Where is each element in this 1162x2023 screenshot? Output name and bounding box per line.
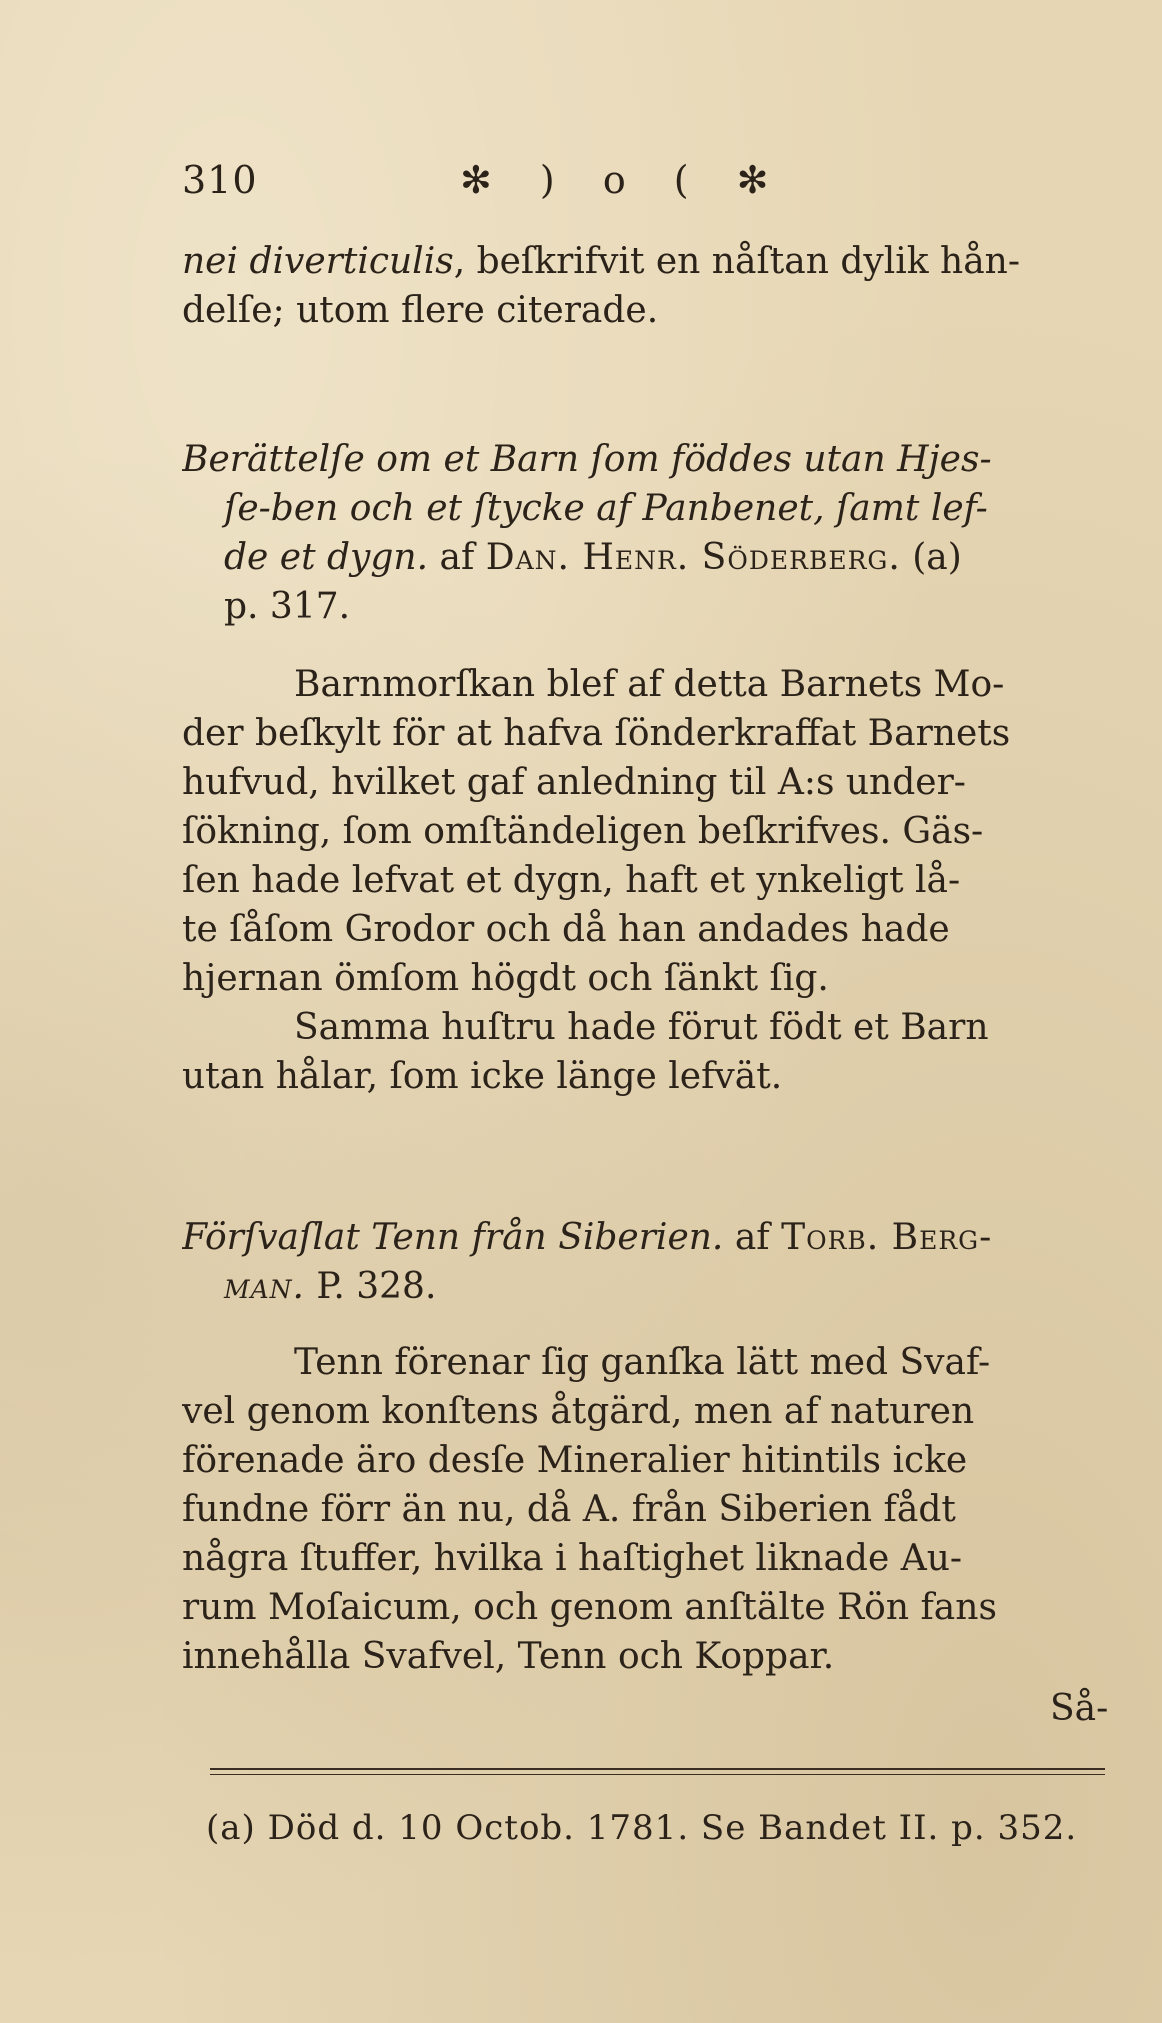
article-1-body2-line: Samma huſtru hade förut födt et Barn — [294, 1007, 989, 1048]
article-1-body-line: ſökning, ſom omſtändeligen beſkrifves. Gäs- — [182, 811, 984, 852]
article-2-title-line-1: Förſvaſlat Tenn från Siberien. — [182, 1217, 724, 1258]
article-2-body-line: innehålla Svafvel, Tenn och Koppar. — [182, 1636, 835, 1677]
article-1-af: af — [428, 537, 486, 578]
article-2-body-line: Tenn förenar ſig ganſka lätt med Svaf- — [294, 1342, 991, 1383]
article-1-title — [182, 435, 1112, 631]
article-2-body — [182, 1338, 1112, 1681]
article-2-body-line: fundne förr än nu, då A. från Siberien fådt — [182, 1489, 956, 1530]
article-2-af: af — [723, 1217, 782, 1258]
footnote: (a) Död d. 10 Octob. 1781. Se Bandet II. p. 352. — [206, 1808, 1078, 1848]
article-2-author-cont: man. — [224, 1266, 305, 1307]
intro-italic-term: nei diverticulis — [182, 241, 454, 282]
footnote-rule-bottom — [210, 1774, 1105, 1775]
catchword: Så- — [1050, 1688, 1109, 1729]
article-1-page-ref: p. 317. — [224, 586, 351, 627]
article-1-title-line-3: de et dygn. — [224, 537, 429, 578]
article-1-body-line: hufvud, hvilket gaf anledning til A:s under- — [182, 762, 966, 803]
article-1-body-line: der beſkylt för at hafva ſönderkraffat Barnets — [182, 713, 1011, 754]
page-number: 310 — [182, 158, 258, 202]
article-1-body — [182, 660, 1112, 1101]
article-1-body-line: te ſåſom Grodor och då han andades hade — [182, 909, 950, 950]
article-2-body-line: rum Moſaicum, och genom anſtälte Rön fans — [182, 1587, 997, 1628]
article-2-body-line: vel genom konſtens åtgärd, men af naturen — [182, 1391, 975, 1432]
article-1-title-line-2: ſe-ben och et ſtycke af Panbenet, ſamt lef- — [224, 488, 988, 529]
article-2-author: Torb. Berg- — [781, 1217, 993, 1258]
article-1-body-line: hjernan ömſom högdt och ſänkt ſig. — [182, 958, 829, 999]
running-header — [182, 158, 902, 218]
intro-paragraph — [182, 237, 1112, 335]
article-1-body-line: Barnmorſkan blef af detta Barnets Mo- — [294, 664, 1005, 705]
article-2-page-ref: P. 328. — [304, 1266, 437, 1307]
article-1-note-ref: (a) — [900, 537, 962, 578]
article-2-body-line: förenade äro desſe Mineralier hitintils icke — [182, 1440, 968, 1481]
article-1-body2-line: utan hålar, ſom icke länge lefvät. — [182, 1056, 783, 1097]
article-1-author: Dan. Henr. Söderberg. — [485, 537, 901, 578]
intro-line-1: , beſkrifvit en nåſtan dylik hån- — [453, 241, 1021, 282]
header-ornament: ✻ ) o ( ✻ — [460, 158, 787, 202]
footnote-rule-top — [210, 1768, 1105, 1770]
intro-line-2: delſe; utom flere citerade. — [182, 290, 659, 331]
article-2-title — [182, 1213, 1112, 1311]
article-1-body-line: ſen hade lefvat et dygn, haft et ynkeligt lå- — [182, 860, 961, 901]
article-1-title-line-1: Berättelſe om et Barn ſom föddes utan Hjes- — [182, 439, 992, 480]
article-2-body-line: några ſtuffer, hvilka i haſtighet liknade Au- — [182, 1538, 963, 1579]
